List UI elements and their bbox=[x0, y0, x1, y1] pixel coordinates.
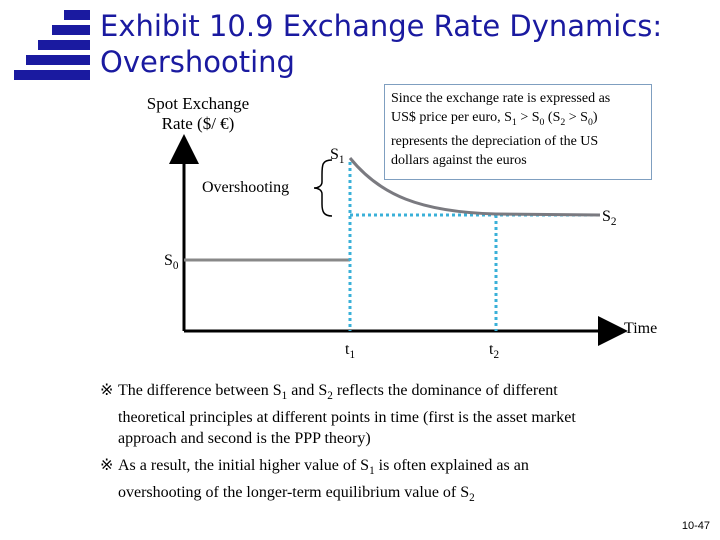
bullet-symbol: ※ bbox=[100, 382, 114, 399]
note-box bbox=[384, 84, 652, 180]
bullet-symbol: ※ bbox=[100, 457, 114, 474]
s1-label: $S_1$ bbox=[330, 146, 345, 167]
s2-label: $S_2$ bbox=[602, 208, 617, 229]
note-line-2: US$ price per euro, $S_1 > S_0$ $(S_2 > S_0)$ bbox=[391, 110, 598, 128]
overshooting-label: Overshooting bbox=[202, 179, 290, 196]
t1-label: $t_1$ bbox=[345, 341, 356, 362]
note-line-3: represents the depreciation of the US bbox=[391, 133, 599, 149]
title-line-1: Exhibit 10.9 Exchange Rate Dynamics: bbox=[100, 9, 663, 43]
t2-label: $t_2$ bbox=[489, 341, 500, 362]
x-axis-label: Time bbox=[624, 320, 658, 337]
bullet-2: ※ As a result, the initial higher value of $S_1$ is often explained as an overshooting of the longer-term equilibrium value of $S_2$ bbox=[100, 455, 660, 509]
y-axis-label-line-1: Spot Exchange bbox=[146, 94, 250, 113]
page-number: 10-47 bbox=[681, 520, 710, 532]
y-axis-label-line-2: Rate ($/ €) bbox=[161, 114, 235, 133]
bullet-2-line-2: overshooting of the longer-term equilibrium value of $S_2$ bbox=[118, 484, 475, 505]
overshooting-bracket bbox=[314, 160, 332, 216]
note-line-4: dollars against the euros bbox=[391, 152, 527, 168]
bullet-1-line-3: approach and second is the PPP theory) bbox=[118, 430, 371, 448]
note-line-1: Since the exchange rate is expressed as bbox=[391, 91, 611, 106]
title-line-2: Overshooting bbox=[100, 45, 295, 79]
bullet-1-line-2: theoretical principles at different points in time (first is the asset market bbox=[118, 409, 576, 427]
bullet-1: ※ The difference between $S_1$ and $S_2$ reflects the dominance of different theoretical principles at different points in time (first is the asset market approach and second is the PPP theory) bbox=[100, 380, 660, 449]
s0-label: $S_0$ bbox=[164, 252, 179, 273]
